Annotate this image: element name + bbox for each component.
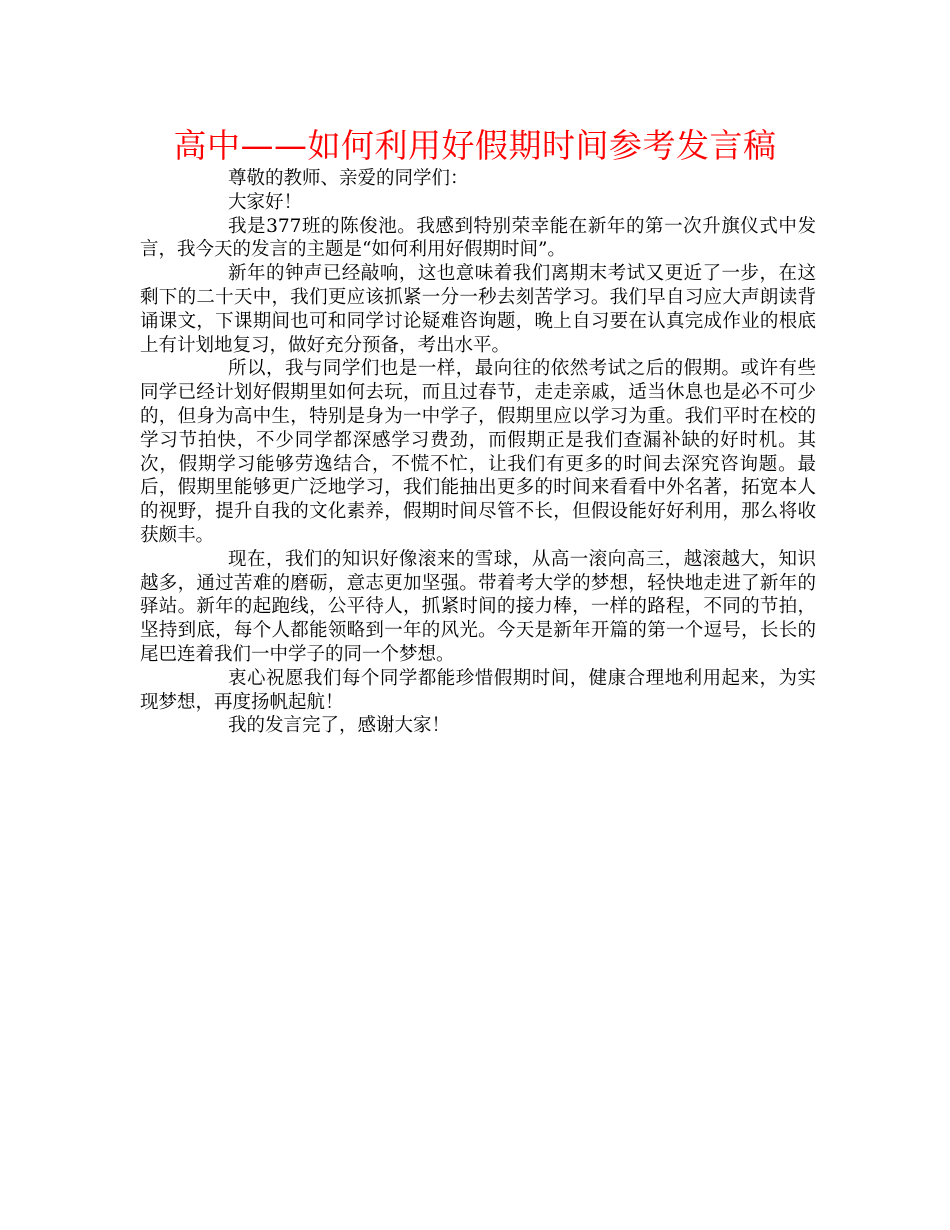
paragraph-salutation: 尊敬的教师、亲爱的同学们： [228, 168, 469, 189]
paragraph-greeting: 大家好！ [228, 191, 303, 213]
paragraph-wishes: 衷心祝愿我们每个同学都能珍惜假期时间，健康合理地利用起来，为实现梦想，再度扬帆起航！ [140, 667, 816, 713]
paragraph-new-year: 新年的钟声已经敲响，这也意味着我们离期末考试又更近了一步，在这剩下的二十天中，我们更应该抓紧一分一秒去刻苦学习。我们早自习应大声朗读背诵课文，下课期间也可和同学讨论疑难咨询题，晚上自习要在认真完成作业的根底上有计划地复习，做好充分预备，考出水平。 [140, 263, 816, 356]
paragraph-closing: 我的发言完了，感谢大家！ [228, 715, 451, 737]
document-body [140, 167, 816, 738]
paragraph-introduction: 我是377班的陈俊池。我感到特别荣幸能在新年的第一次升旗仪式中发言，我今天的发言的主题是“如何利用好假期时间”。 [140, 215, 816, 261]
paragraph-holiday-study: 所以，我与同学们也是一样，最向往的依然考试之后的假期。或许有些同学已经计划好假期里如何去玩，而且过春节，走走亲戚，适当休息也是必不可少的，但身为高中生，特别是身为一中学子，假期里应以学习为重。我们平时在校的学习节拍快，不少同学都深感学习费劲，而假期正是我们查漏补缺的好时机。其次，假期学习能够劳逸结合，不慌不忙，让我们有更多的时间去深究咨询题。最后，假期里能够更广泛地学习，我们能抽出更多的时间来看看中外名著，拓宽本人的视野，提升自我的文化素养，假期时间尽管不长，但假设能好好利用，那么将收获颇丰。 [140, 358, 816, 546]
paragraph-snowball: 现在，我们的知识好像滚来的雪球，从高一滚向高三，越滚越大，知识越多，通过苦难的磨砺，意志更加坚强。带着考大学的梦想，轻快地走进了新年的驿站。新年的起跑线，公平待人，抓紧时间的接力棒，一样的路程，不同的节拍，坚持到底，每个人都能领略到一年的风光。今天是新年开篇的第一个逗号，长长的尾巴连着我们一中学子的同一个梦想。 [140, 548, 816, 665]
document-title: 高中——如何利用好假期时间参考发言稿 [173, 126, 777, 165]
